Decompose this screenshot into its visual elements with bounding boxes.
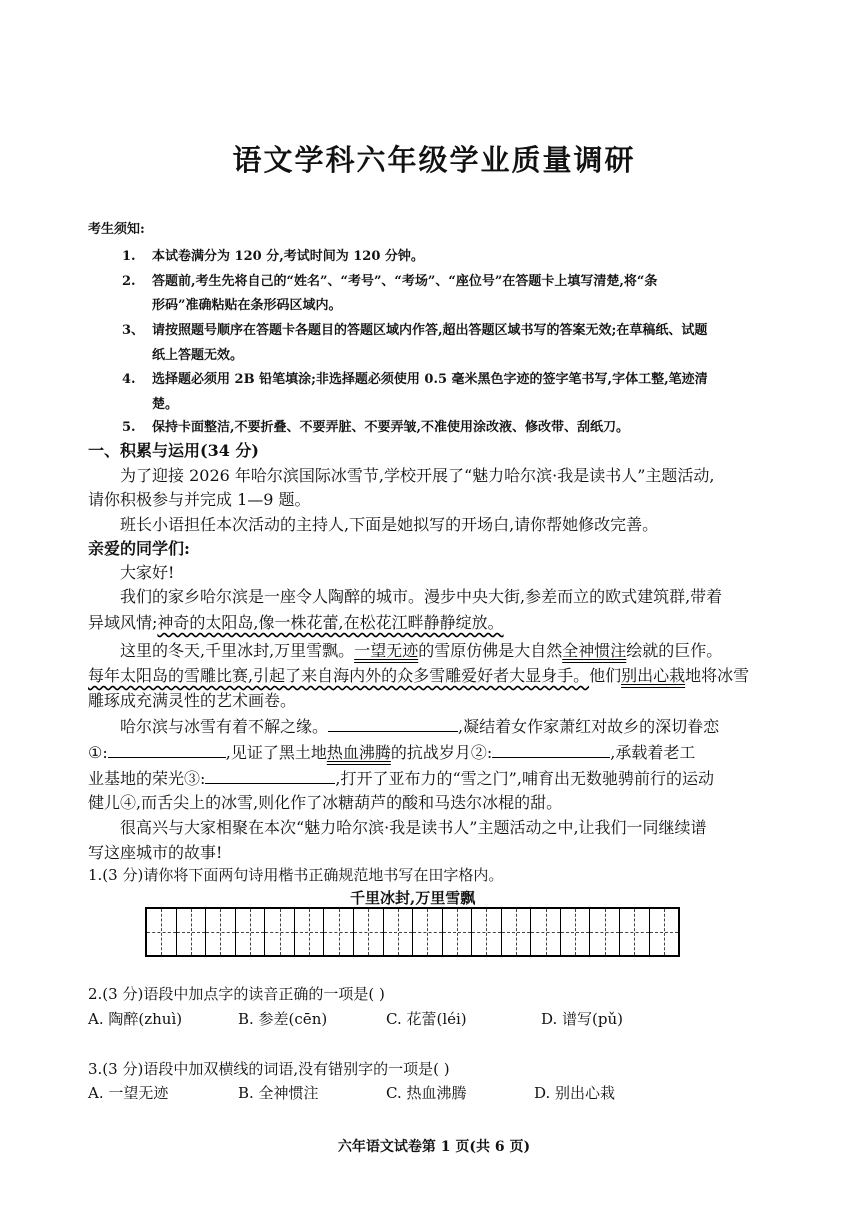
notice-item-3: 3、 请按照题号顺序在答题卡各题目的答题区域内作答,超出答题区域书写的答案无效;在草稿纸、试题 — [122, 323, 708, 338]
notice-item-5: 5. 保持卡面整洁,不要折叠、不要弄脏、不要弄皱,不准使用涂改液、修改带、刮纸刀。 — [122, 420, 630, 435]
hello: 大家好! — [120, 563, 175, 582]
notice-item-2-cont: 形码”准确粘贴在条形码区域内。 — [152, 298, 342, 313]
intro-line-3: 班长小语担任本次活动的主持人,下面是她拟写的开场白,请你帮她修改完善。 — [120, 515, 659, 534]
grid-cell[interactable] — [265, 909, 295, 955]
grid-cell[interactable] — [472, 909, 502, 955]
passage-line: 我们的家乡哈尔滨是一座令人陶醉的城市。漫步中央大街,参差而立的欧式建筑群,带着 — [120, 587, 723, 606]
notice-item-1: 1. 本试卷满分为 120 分,考试时间为 120 分钟。 — [122, 249, 424, 264]
grid-cell[interactable] — [531, 909, 561, 955]
grid-cell[interactable] — [502, 909, 532, 955]
passage-line: 写这座城市的故事! — [88, 843, 223, 862]
grid-cell[interactable] — [295, 909, 325, 955]
grid-cell[interactable] — [620, 909, 650, 955]
page-footer: 六年语文试卷第 1 页(共 6 页) — [337, 1139, 531, 1155]
grid-cell[interactable] — [413, 909, 443, 955]
question-3: 3.(3 分)语段中加双横线的词语,没有错别字的一项是( ) — [88, 1060, 450, 1078]
fill-blank[interactable] — [205, 783, 335, 784]
grid-cell[interactable] — [650, 909, 679, 955]
intro-line-1: 为了迎接 2026 年哈尔滨国际冰雪节,学校开展了“魅力哈尔滨·我是读书人”主题活动, — [120, 466, 715, 485]
passage-line: ①: ,见证了黑土地热血沸腾的抗战岁月②: ,承载着老工 — [88, 743, 696, 762]
question-1: 1.(3 分)请你将下面两句诗用楷书正确规范地书写在田字格内。 — [88, 866, 504, 884]
passage-line: 每年太阳岛的雪雕比赛,引起了来自海内外的众多雪雕爱好者大显身手。他们别出心栽地将冰雪 — [88, 666, 750, 685]
tianzige-grid[interactable] — [145, 907, 680, 957]
option-d[interactable]: D. 别出心栽 — [534, 1084, 616, 1102]
double-underlined-word: 一望无迹 — [354, 641, 419, 660]
fill-blank[interactable] — [108, 757, 226, 758]
q2-options — [88, 1008, 623, 1029]
notice-item-4-cont: 楚。 — [152, 397, 179, 412]
passage-line: 哈尔滨与冰雪有着不解之缘。 ,凝结着女作家萧红对故乡的深切眷恋 — [120, 717, 720, 736]
option-b[interactable]: B. 参差(cēn) — [238, 1010, 328, 1028]
fill-blank[interactable] — [328, 731, 458, 732]
wavy-underlined-sentence: 每年太阳岛的雪雕比赛,引起了来自海内外的众多雪雕爱好者大显身手。 — [88, 666, 590, 685]
passage-line: 健儿④,而舌尖上的冰雪,则化作了冰糖葫芦的酸和马迭尔冰棍的甜。 — [88, 793, 563, 812]
passage-line: 异域风情;神奇的太阳岛,像一株花蕾,在松花江畔静静绽放。 — [88, 613, 504, 632]
notice-item-3-cont: 纸上答题无效。 — [152, 348, 244, 363]
grid-cell[interactable] — [236, 909, 266, 955]
notice-heading: 考生须知: — [88, 222, 145, 237]
grid-cell[interactable] — [354, 909, 384, 955]
wavy-underlined-sentence: 神奇的太阳岛,像一株花蕾,在松花江畔静静绽放。 — [157, 613, 504, 632]
grid-cell[interactable] — [206, 909, 236, 955]
option-c[interactable]: C. 热血沸腾 — [386, 1084, 467, 1102]
greeting: 亲爱的同学们: — [88, 539, 190, 558]
grid-cell[interactable] — [384, 909, 414, 955]
grid-cell[interactable] — [561, 909, 591, 955]
grid-cell[interactable] — [177, 909, 207, 955]
option-c[interactable]: C. 花蕾(léi) — [386, 1010, 467, 1028]
double-underlined-word: 全神惯注 — [562, 641, 627, 660]
option-a[interactable]: A. 陶醉(zhuì) — [88, 1010, 183, 1028]
grid-cell[interactable] — [147, 909, 177, 955]
option-b[interactable]: B. 全神惯注 — [238, 1084, 319, 1102]
page-title: 语文学科六年级学业质量调研 — [232, 143, 636, 177]
notice-item-2: 2. 答题前,考生先将自己的“姓名”、“考号”、“考场”、“座位号”在答题卡上填写清楚,将“条 — [122, 274, 658, 289]
passage-line: 很高兴与大家相聚在本次“魅力哈尔滨·我是读书人”主题活动之中,让我们一同继续谱 — [120, 818, 707, 837]
passage-line: 雕琢成充满灵性的艺术画卷。 — [88, 691, 297, 710]
option-d[interactable]: D. 谱写(pǔ) — [541, 1010, 623, 1028]
q1-phrase: 千里冰封,万里雪飘 — [350, 889, 476, 907]
question-2: 2.(3 分)语段中加点字的读音正确的一项是( ) — [88, 985, 385, 1003]
intro-line-2: 请你积极参与并完成 1—9 题。 — [88, 490, 311, 509]
section-heading: 一、积累与运用(34 分) — [88, 441, 259, 460]
passage-line: 这里的冬天,千里冰封,万里雪飘。一望无迹的雪原仿佛是大自然全神惯注绘就的巨作。 — [120, 641, 723, 660]
fill-blank[interactable] — [492, 757, 610, 758]
double-underlined-word: 别出心栽 — [621, 666, 686, 685]
double-underlined-word: 热血沸腾 — [326, 743, 391, 762]
passage-line: 业基地的荣光③: ,打开了亚布力的“雪之门”,哺育出无数驰骋前行的运动 — [88, 769, 714, 788]
grid-cell[interactable] — [590, 909, 620, 955]
grid-cell[interactable] — [443, 909, 473, 955]
grid-cell[interactable] — [324, 909, 354, 955]
q3-options — [88, 1082, 615, 1103]
notice-item-4: 4. 选择题必须用 2B 铅笔填涂;非选择题必须使用 0.5 毫米黑色字迹的签字笔书写,字体工整,笔迹清 — [122, 372, 708, 387]
option-a[interactable]: A. 一望无迹 — [88, 1084, 169, 1102]
